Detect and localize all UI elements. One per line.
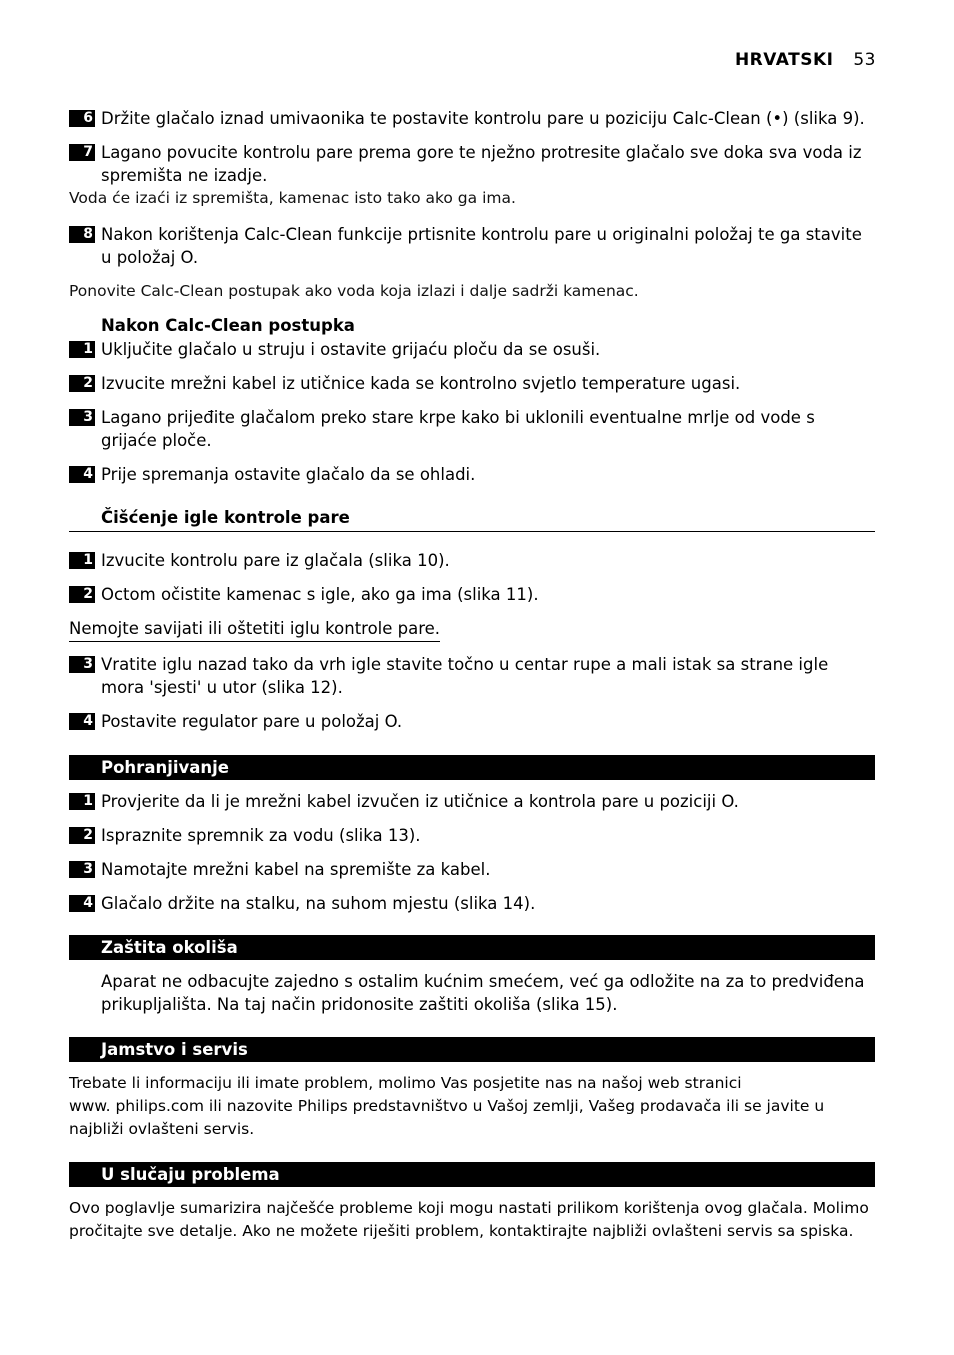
section-subheading: Čišćenje igle kontrole pare — [69, 506, 875, 532]
step-number: 1 — [69, 552, 95, 569]
step-number: 2 — [69, 827, 95, 844]
warning-text: Nemojte savijati ili oštetiti iglu kontrole pare. — [69, 617, 440, 642]
section-heading-bar: Pohranjivanje — [69, 755, 875, 780]
step-text: Glačalo držite na stalku, na suhom mjestu (slika 14). — [101, 894, 536, 913]
step-text: Namotajte mrežni kabel na spremište za kabel. — [101, 860, 491, 879]
step-text: Vratite iglu nazad tako da vrh igle stavite točno u centar rupe a mali istak sa strane igle mora 'sjesti' u utor (slika 12). — [101, 655, 829, 697]
step-item — [69, 710, 875, 733]
page-header — [735, 50, 876, 70]
step-item — [69, 107, 875, 130]
warranty-text-after: ili nazovite Philips predstavništvo u Vašoj zemlji, Vašeg prodavača ili se javite u najbliži ovlašteni servis. — [69, 1097, 825, 1138]
step-text: Uključite glačalo u struju i ostavite grijaću ploču da se osuši. — [101, 340, 601, 359]
step-number: 1 — [69, 341, 95, 358]
website-link[interactable]: www. philips.com — [69, 1097, 204, 1115]
page-number: 53 — [853, 50, 876, 70]
step-text: Nakon korištenja Calc-Clean funkcije prtisnite kontrolu pare u originalni položaj te ga stavite u položaj O. — [101, 225, 862, 267]
step-number: 2 — [69, 586, 95, 603]
page-content — [69, 107, 875, 1255]
step-item — [69, 372, 875, 395]
section-heading-bar: U slučaju problema — [69, 1162, 875, 1187]
step-number: 1 — [69, 793, 95, 810]
step-item — [69, 463, 875, 486]
step-text: Octom očistite kamenac s igle, ako ga ima (slika 11). — [101, 585, 539, 604]
step-number: 4 — [69, 895, 95, 912]
step-number: 4 — [69, 466, 95, 483]
step-number: 3 — [69, 656, 95, 673]
step-number: 7 — [69, 144, 95, 161]
step-item — [69, 892, 875, 915]
step-item — [69, 141, 875, 187]
step-number: 2 — [69, 375, 95, 392]
section-heading-bar: Jamstvo i servis — [69, 1037, 875, 1062]
step-item — [69, 824, 875, 847]
step-text: Provjerite da li je mrežni kabel izvučen iz utičnice a kontrola pare u poziciji O. — [101, 792, 739, 811]
step-text: Postavite regulator pare u položaj O. — [101, 712, 403, 731]
step-text: Držite glačalo iznad umivaonika te postavite kontrolu pare u poziciju Calc-Clean (•) (slika 9). — [101, 109, 865, 128]
step-item — [69, 223, 875, 269]
warranty-text-before: Trebate li informaciju ili imate problem, molimo Vas posjetite nas na našoj web stranici — [69, 1074, 742, 1092]
section-heading-bar: Zaštita okoliša — [69, 935, 875, 960]
step-item — [69, 406, 875, 452]
note-text: Ponovite Calc-Clean postupak ako voda koja izlazi i dalje sadrži kamenac. — [69, 282, 639, 300]
section-subheading: Nakon Calc-Clean postupka — [101, 316, 355, 335]
note-text: Voda će izaći iz spremišta, kamenac isto tako ako ga ima. — [69, 189, 516, 207]
step-text: Prije spremanja ostavite glačalo da se ohladi. — [101, 465, 476, 484]
step-item — [69, 549, 875, 572]
step-number: 4 — [69, 713, 95, 730]
troubleshooting-text: Ovo poglavlje sumarizira najčešće probleme koji mogu nastati prilikom korištenja ovog glačala. Molimo pročitajte sve detalje. Ako ne možete riješiti problem, kontaktirajte najbliži ovlašteni servis sa spiska. — [69, 1199, 869, 1240]
step-text: Izvucite kontrolu pare iz glačala (slika 10). — [101, 551, 450, 570]
step-item — [69, 858, 875, 881]
step-item — [69, 583, 875, 606]
step-item — [69, 338, 875, 361]
step-number: 6 — [69, 110, 95, 127]
step-item — [69, 653, 875, 699]
step-text: Lagano povucite kontrolu pare prema gore te nježno protresite glačalo sve doka sva voda iz spremišta ne izadje. — [101, 143, 862, 185]
step-item — [69, 790, 875, 813]
step-number: 8 — [69, 226, 95, 243]
step-text: Izvucite mrežni kabel iz utičnice kada se kontrolno svjetlo temperature ugasi. — [101, 374, 741, 393]
step-text: Ispraznite spremnik za vodu (slika 13). — [101, 826, 421, 845]
warranty-text — [69, 1072, 875, 1141]
environment-text: Aparat ne odbacujte zajedno s ostalim kućnim smećem, već ga odložite na za to predviđena prikupljališta. Na taj način pridonosite zaštiti okoliša (slika 15). — [101, 972, 865, 1014]
step-number: 3 — [69, 861, 95, 878]
step-number: 3 — [69, 409, 95, 426]
step-text: Lagano prijeđite glačalom preko stare krpe kako bi uklonili eventualne mrlje od vode s grijaće ploče. — [101, 408, 815, 450]
language-label: HRVATSKI — [734, 50, 834, 70]
